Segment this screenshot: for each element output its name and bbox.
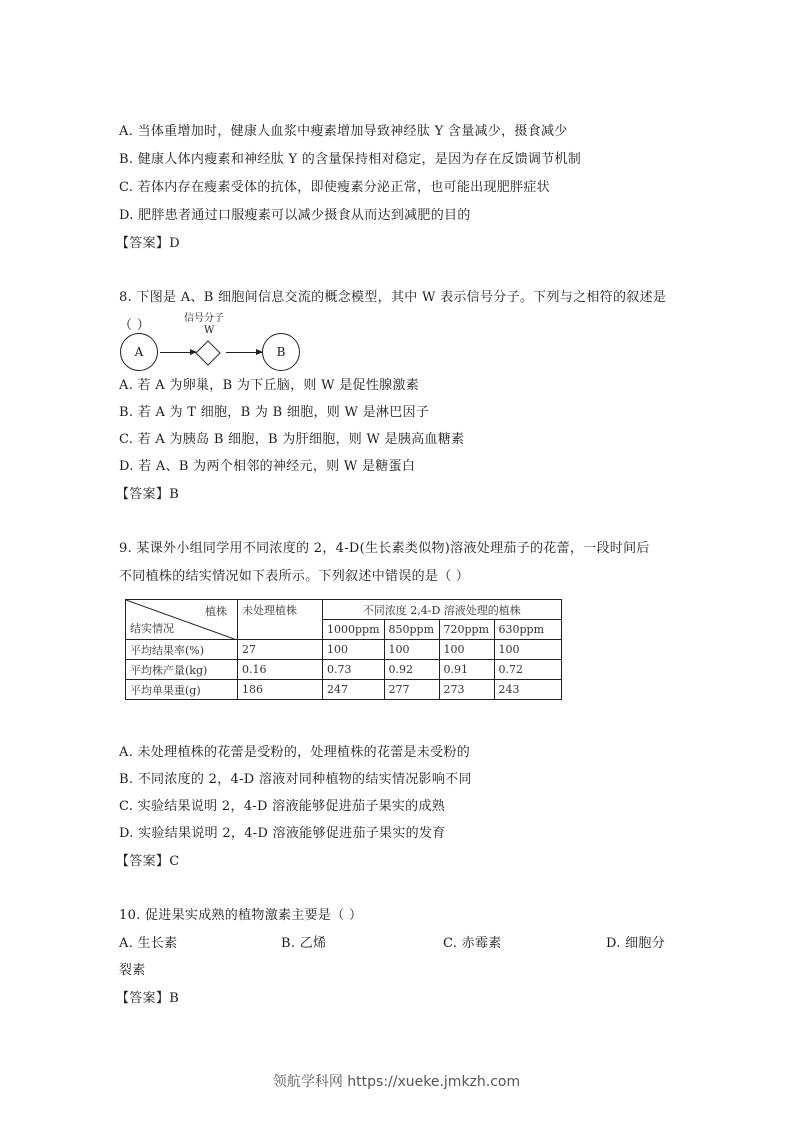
q8-stem: 8. 下图是 A、B 细胞间信息交流的概念模型，其中 W 表示信号分子。下列与之相符的叙述是 [119, 290, 667, 305]
q10-option-b: B. 乙烯 [281, 936, 327, 951]
q7-option-a: A. 当体重增加时，健康人血浆中瘦素增加导致神经肽 Y 含量减少，摄食减少 [119, 124, 568, 139]
signal-w-label: W [204, 325, 215, 336]
q10-option-c: C. 赤霉素 [443, 936, 502, 951]
row-label: 平均株产量(kg) [126, 660, 238, 680]
cell-b-circle [262, 333, 300, 371]
q8-option-d: D. 若 A、B 为两个相邻的神经元，则 W 是糖蛋白 [119, 459, 416, 474]
table-row [126, 640, 562, 660]
q10-option-a: A. 生长素 [119, 936, 178, 951]
q10-option-d: D. 细胞分 [606, 936, 666, 951]
cell-a-circle [120, 333, 158, 371]
cell-a-label: A [134, 345, 144, 359]
fruiting-results-table [125, 599, 562, 700]
conc-630: 630ppm [494, 620, 561, 640]
cell: 243 [494, 680, 561, 700]
corner-top-label: 植株 [205, 605, 227, 618]
conc-720: 720ppm [439, 620, 494, 640]
q7-answer: 【答案】D [116, 236, 180, 251]
signal-molecule-label: 信号分子 [184, 313, 224, 324]
cell: 247 [323, 680, 385, 700]
q10-answer: 【答案】B [116, 991, 180, 1006]
cell: 273 [439, 680, 494, 700]
cell: 0.73 [323, 660, 385, 680]
q8-option-a: A. 若 A 为卵巢，B 为下丘脑，则 W 是促性腺激素 [119, 378, 420, 393]
cell-signaling-diagram [118, 313, 318, 377]
q10-option-d-wrap: 裂素 [119, 963, 146, 978]
table-header-row [126, 600, 562, 620]
conc-1000: 1000ppm [323, 620, 385, 640]
cell-untreated: 27 [238, 640, 323, 660]
site-footer-watermark: 领航学科网 https://xueke.jmkzh.com [272, 1074, 521, 1090]
q9-answer: 【答案】C [116, 854, 180, 869]
q9-option-a: A. 未处理植株的花蕾是受粉的，处理植株的花蕾是未受粉的 [119, 745, 471, 760]
table-row [126, 660, 562, 680]
q9-option-b: B. 不同浓度的 2，4-D 溶液对同种植物的结实情况影响不同 [119, 772, 472, 787]
cell-untreated: 0.16 [238, 660, 323, 680]
cell: 100 [439, 640, 494, 660]
cell: 0.91 [439, 660, 494, 680]
cell-untreated: 186 [238, 680, 323, 700]
cell-b-label: B [276, 345, 286, 359]
q8-stem-blank: （ ） [119, 318, 151, 333]
cell: 0.72 [494, 660, 561, 680]
untreated-header-cell [238, 600, 323, 640]
arrow-a-to-w-icon [160, 352, 196, 353]
q7-option-b: B. 健康人体内瘦素和神经肽 Y 的含量保持相对稳定，是因为存在反馈调节机制 [119, 152, 582, 167]
corner-header-cell [126, 600, 238, 640]
treated-group-header: 不同浓度 2,4-D 溶液处理的植株 [323, 600, 562, 620]
table-row [126, 680, 562, 700]
untreated-header-label: 未处理植株 [242, 604, 297, 617]
cell: 100 [494, 640, 561, 660]
row-label: 平均结果率(%) [126, 640, 238, 660]
q9-stem: 9. 某课外小组同学用不同浓度的 2，4-D(生长素类似物)溶液处理茄子的花蕾，一段时间后 [119, 541, 650, 556]
row-label: 平均单果重(g) [126, 680, 238, 700]
cell: 0.92 [384, 660, 439, 680]
cell: 100 [323, 640, 385, 660]
cell: 100 [384, 640, 439, 660]
cell: 277 [384, 680, 439, 700]
q10-stem: 10. 促进果实成熟的植物激素主要是（ ） [119, 908, 363, 923]
q7-option-d: D. 肥胖患者通过口服瘦素可以减少摄食从而达到减肥的目的 [119, 208, 471, 223]
q9-option-c: C. 实验结果说明 2，4-D 溶液能够促进茄子果实的成熟 [119, 799, 446, 814]
arrow-w-to-b-icon [226, 352, 262, 353]
q9-option-d: D. 实验结果说明 2，4-D 溶液能够促进茄子果实的发育 [119, 826, 446, 841]
conc-850: 850ppm [384, 620, 439, 640]
q9-stem-line2: 不同植株的结实情况如下表所示。下列叙述中错误的是（ ） [119, 569, 470, 584]
q7-option-c: C. 若体内存在瘦素受体的抗体，即使瘦素分泌正常，也可能出现肥胖症状 [119, 180, 550, 195]
q8-option-c: C. 若 A 为胰岛 B 细胞，B 为肝细胞，则 W 是胰高血糖素 [119, 432, 465, 447]
corner-bottom-label: 结实情况 [130, 622, 174, 635]
q8-option-b: B. 若 A 为 T 细胞，B 为 B 细胞，则 W 是淋巴因子 [119, 405, 430, 420]
signal-diamond-icon [195, 340, 220, 365]
q8-answer: 【答案】B [116, 487, 180, 502]
